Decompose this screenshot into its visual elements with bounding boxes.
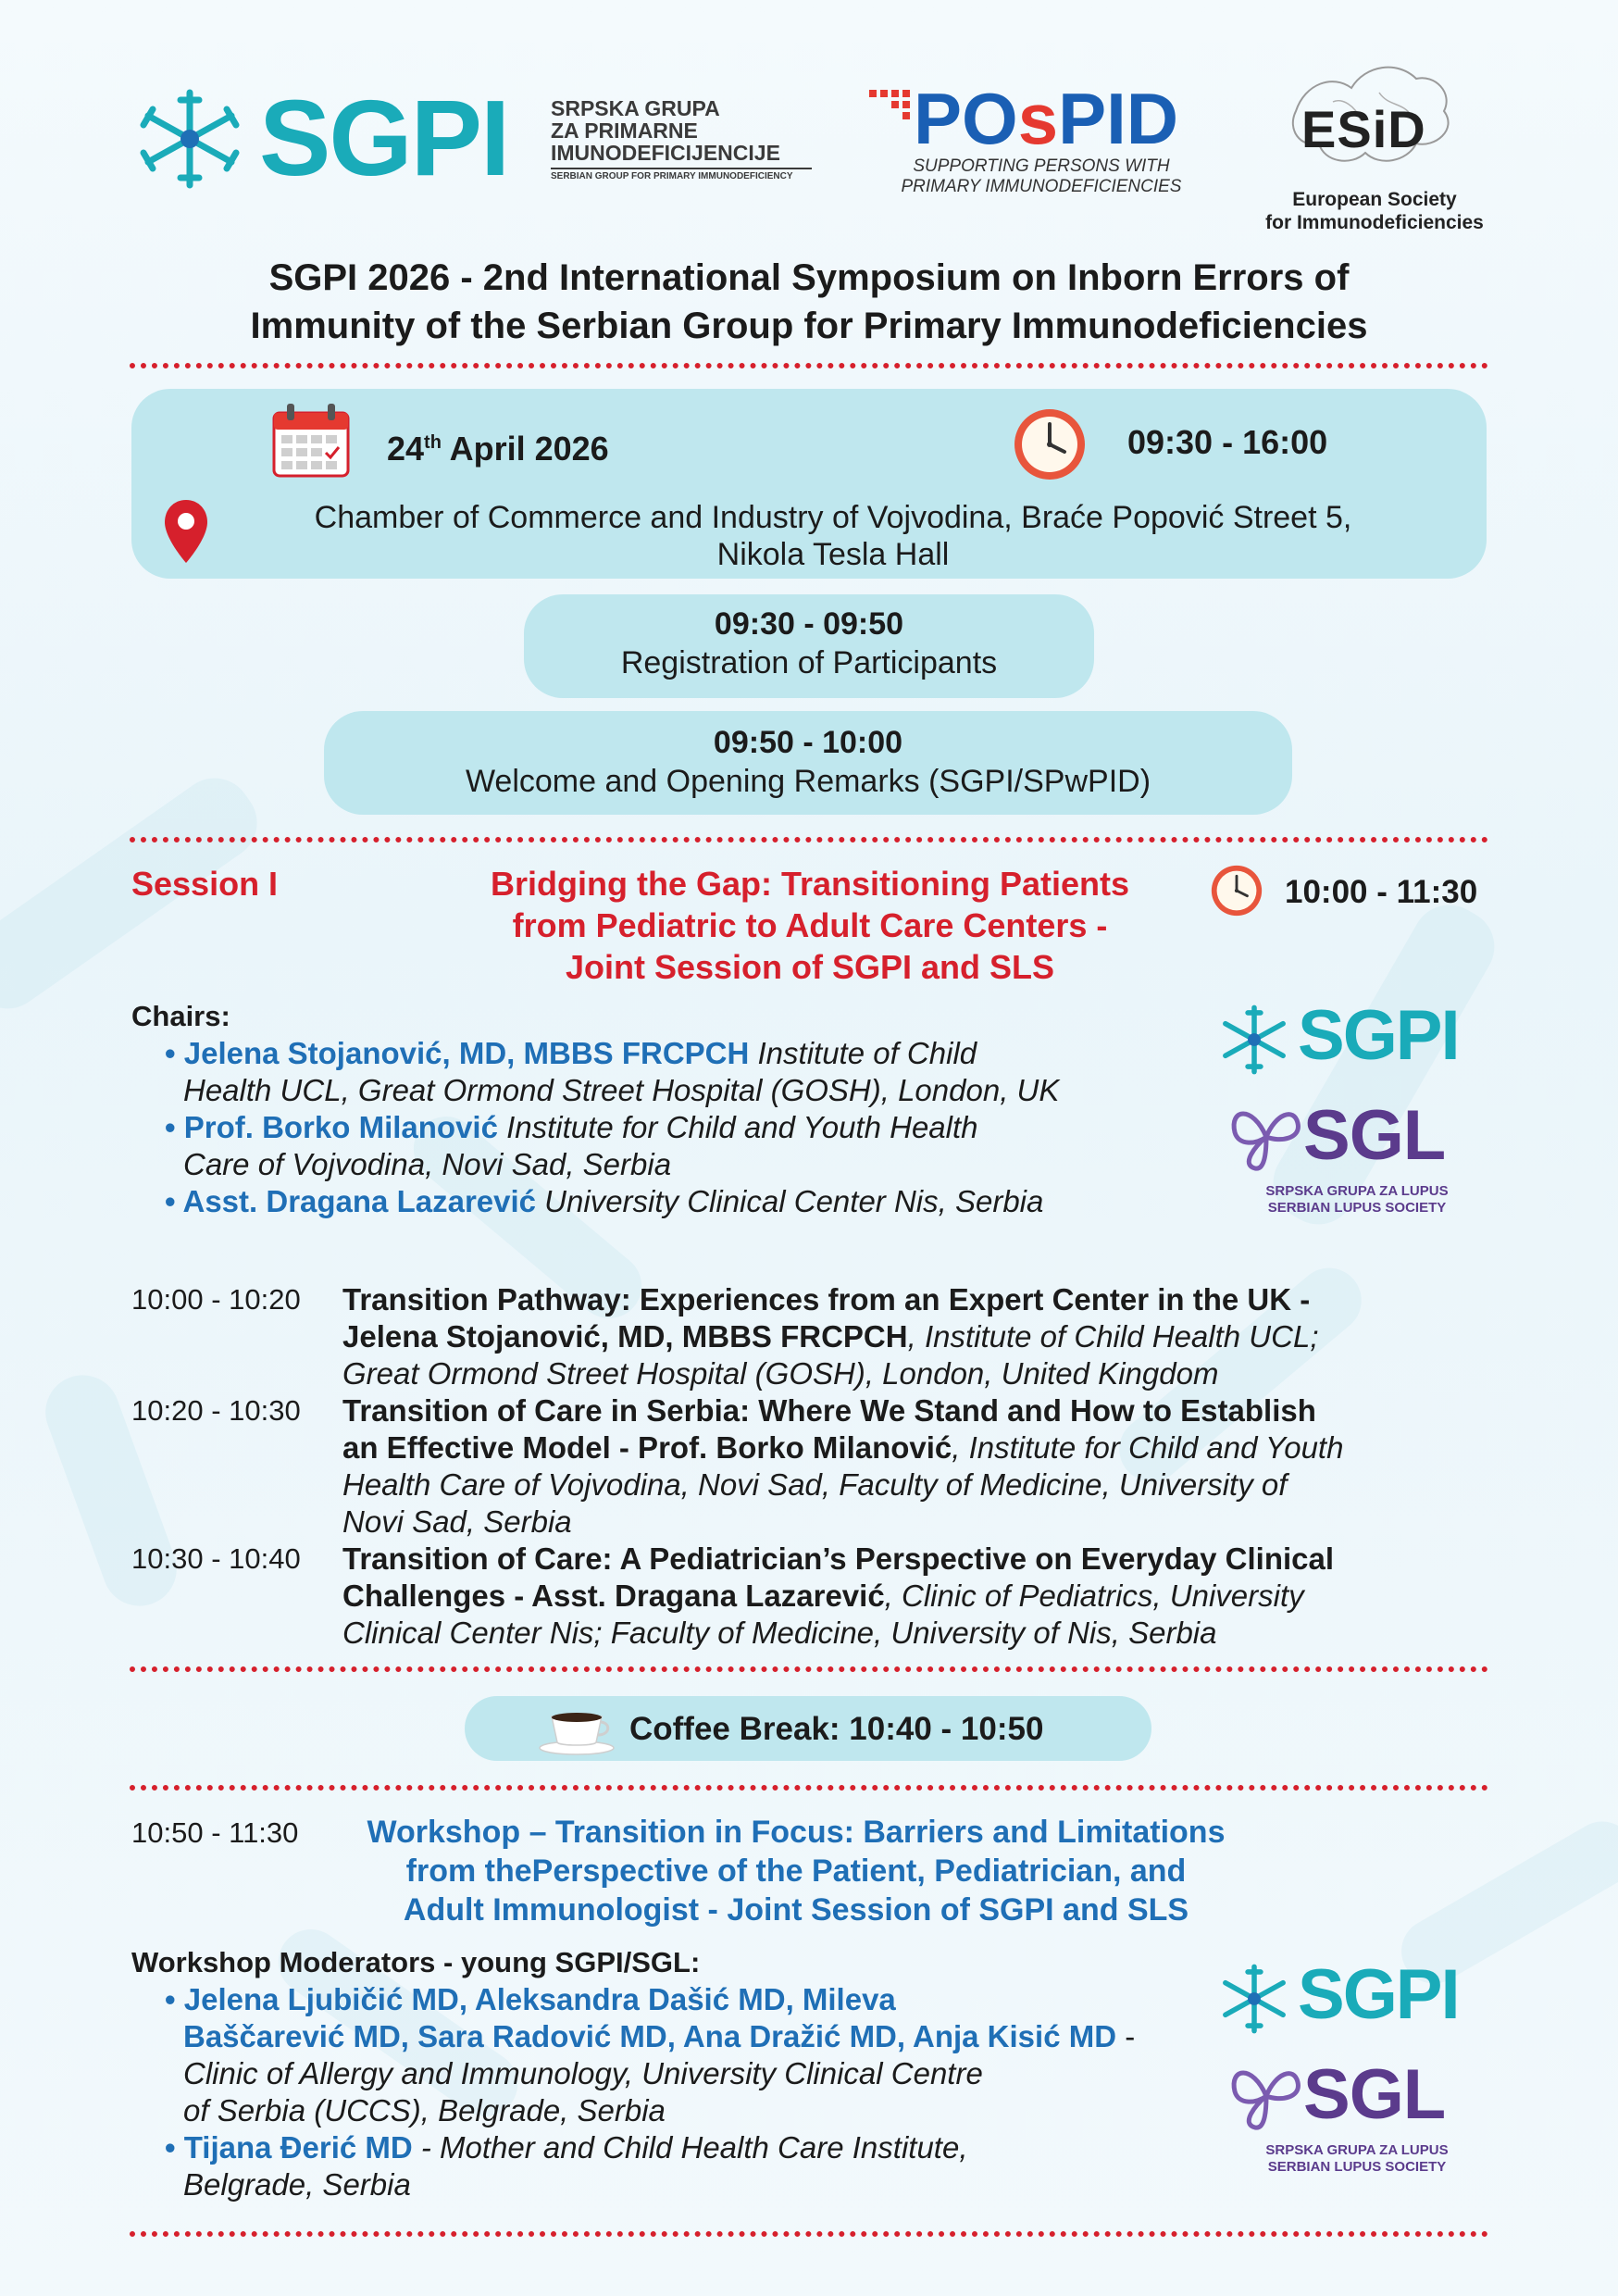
page-title-line1: SGPI 2026 - 2nd International Symposium on Inborn Errors of [268,257,1350,298]
bullet: • [165,1982,184,2016]
opening-time: 09:50 - 10:00 [713,725,903,760]
chair-affiliation-cont: Care of Vojvodina, Novi Sad, Serbia [183,1147,672,1181]
snowflake-antibody-icon [130,83,250,194]
session-title-line3: Joint Session of SGPI and SLS [565,948,1055,986]
divider-dotted [130,2231,1488,2237]
sgl-logo-sub2: SERBIAN LUPUS SOCIETY [1267,2159,1447,2175]
pospid-logo-sub1: SUPPORTING PERSONS WITH [913,156,1170,176]
coffee-break-label: Coffee Break: 10:40 - 10:50 [629,1711,1044,1747]
pospid-logo-part-pid: PID [1058,78,1179,159]
moderator-affiliation-cont: Belgrade, Serbia [183,2167,411,2202]
moderator-name: Tijana Đerić MD [183,2130,413,2165]
event-date-suffix: th [424,432,442,453]
moderator-item [165,2129,1229,2203]
divider-dotted [130,837,1488,842]
workshop-time: 10:50 - 11:30 [131,1816,299,1849]
bullet: • [165,1184,183,1218]
talk-speaker: Jelena Stojanović, MD, MBBS FRCPCH [342,1319,908,1354]
event-date-rest: April 2026 [441,430,609,468]
page-title-line2: Immunity of the Serbian Group for Primary Immunodeficiencies [250,306,1368,346]
moderator-line [165,1981,1229,2018]
moderator-affiliation-cont: of Serbia (UCCS), Belgrade, Serbia [183,2093,666,2128]
chair-item [165,1183,1192,1220]
location-pin-icon [163,498,209,565]
talk-title: Transition Pathway: Experiences from an Expert Center in the UK - [342,1282,1311,1316]
partner-logos [1209,994,1496,1226]
coffee-cup-icon [537,1702,616,1755]
divider-dotted [130,1785,1488,1791]
talk-time: 10:30 - 10:40 [131,1542,301,1575]
registration-time: 09:30 - 09:50 [714,606,904,642]
chair-affiliation-cont: Health UCL, Great Ormond Street Hospital (GOSH), London, UK [183,1073,1060,1107]
sgpi-logo-line3: IMUNODEFICIJENCIJE [551,141,780,165]
session-label: Session I [131,865,279,903]
bullet: • [165,1110,184,1144]
sgpi-logo-word: SGPI [1298,1955,1459,2034]
moderator-names-cont: Baščarević MD, Sara Radović MD, Ana Dražić MD, Anja Kisić MD [183,2019,1117,2053]
workshop-title-line3: Adult Immunologist - Joint Session of SGPI and SLS [403,1892,1189,1928]
talk-speaker-line [342,1429,1500,1466]
session-title-line2: from Pediatric to Adult Care Centers - [512,906,1108,944]
talk-speaker-line [342,1578,1500,1615]
sgpi-header-logo [130,78,815,198]
moderator-item [165,1981,1229,2129]
sgl-logo-word: SGL [1303,1096,1446,1175]
talk-item [342,1392,1500,1541]
event-time: 09:30 - 16:00 [1127,423,1328,461]
workshop-title-line1: Workshop – Transition in Focus: Barriers and Limitations [367,1815,1226,1850]
sgpi-logo-word: SGPI [1298,996,1459,1075]
moderator-dash: - [1116,2019,1136,2053]
moderator-line [165,2018,1229,2055]
pospid-header-logo [865,79,1199,199]
talk-time: 10:00 - 10:20 [131,1283,301,1316]
moderator-line [165,2129,1229,2166]
sgpi-logo-line1: SRPSKA GRUPA [551,96,720,120]
talk-affiliation: , Institute for Child and Youth [952,1430,1344,1465]
bullet: • [165,2130,184,2165]
event-location-line1: Chamber of Commerce and Industry of Vojvodina, Braće Popović Street 5, [314,500,1352,535]
sgpi-logo-tagline: SERBIAN GROUP FOR PRIMARY IMMUNODEFICIENCY [551,171,793,181]
chair-affiliation: Institute of Child [749,1036,977,1070]
talk-affiliation: , Clinic of Pediatrics, University [884,1578,1304,1613]
moderator-affiliation: Clinic of Allergy and Immunology, University Clinical Centre [183,2056,983,2090]
talk-item [342,1541,1500,1652]
chair-name: Asst. Dragana Lazarević [182,1184,537,1218]
talk-title: Transition of Care in Serbia: Where We Stand and How to Establish [342,1393,1316,1428]
moderator-names: Jelena Ljubičić MD, Aleksandra Dašić MD, Mileva [183,1982,896,2016]
workshop-title-line2: from thePerspective of the Patient, Pediatrician, and [405,1853,1187,1889]
event-date-day: 24 [387,430,425,468]
sgpi-logo-line2: ZA PRIMARNE [551,119,698,143]
talk-affiliation-cont: Clinical Center Nis; Faculty of Medicine, University of Nis, Serbia [342,1616,1217,1650]
divider-dotted [130,1666,1488,1672]
chair-affiliation: Institute for Child and Youth Health [497,1110,978,1144]
pospid-logo-part-s: s [1017,78,1059,159]
talk-time: 10:20 - 10:30 [131,1394,301,1427]
clock-icon [1209,863,1264,918]
chair-item [165,1035,1192,1109]
esid-logo-sub1: European Society [1292,189,1457,210]
clock-icon [1011,406,1089,483]
divider-dotted [130,363,1488,368]
calendar-icon [270,402,352,480]
pospid-logo-sub2: PRIMARY IMMUNODEFICIENCIES [901,177,1182,196]
chair-name: Prof. Borko Milanović [183,1110,498,1144]
sgl-logo-sub2: SERBIAN LUPUS SOCIETY [1267,1200,1447,1216]
chair-line [165,1035,1192,1072]
butterfly-icon [1229,1100,1303,1174]
snowflake-antibody-icon [1213,1000,1296,1079]
talk-affiliation: , Institute of Child Health UCL; [907,1319,1319,1354]
partner-logos [1209,1953,1496,2185]
sgl-logo-sub1: SRPSKA GRUPA ZA LUPUS [1265,1183,1449,1199]
talk-speaker: Challenges - Asst. Dragana Lazarević [342,1578,885,1613]
pospid-logo-word [914,79,1178,158]
chair-line [165,1109,1192,1146]
session-time: 10:00 - 11:30 [1285,874,1478,910]
esid-header-logo [1240,56,1509,241]
talk-speaker-line [342,1318,1500,1355]
bullet: • [165,1036,184,1070]
sgl-logo-sub1: SRPSKA GRUPA ZA LUPUS [1265,2142,1449,2158]
event-location-line2: Nikola Tesla Hall [716,537,950,572]
pospid-logo-part-po: PO [914,78,1018,159]
snowflake-antibody-icon [1213,1959,1296,2039]
talk-speaker: an Effective Model - Prof. Borko Milanović [342,1430,952,1465]
sgl-logo-word: SGL [1303,2055,1446,2134]
workshop-moderators-label: Workshop Moderators - young SGPI/SGL: [131,1946,701,1978]
opening-label: Welcome and Opening Remarks (SGPI/SPwPID) [465,764,1151,799]
esid-logo-word: ESiD [1301,100,1426,158]
chair-name: Jelena Stojanović, MD, MBBS FRCPCH [183,1036,750,1070]
chairs-label: Chairs: [131,1000,230,1032]
talk-title: Transition of Care: A Pediatrician’s Perspective on Everyday Clinical [342,1541,1335,1576]
chair-item [165,1109,1192,1183]
talk-affiliation-cont: Health Care of Vojvodina, Novi Sad, Faculty of Medicine, University of [342,1467,1288,1502]
talk-affiliation-cont: Great Ormond Street Hospital (GOSH), London, United Kingdom [342,1356,1219,1391]
sgpi-logo-rule [551,168,812,169]
sgpi-logo-word: SGPI [259,78,509,198]
butterfly-icon [1229,2059,1303,2133]
talk-item [342,1281,1500,1392]
registration-label: Registration of Participants [620,645,998,680]
chair-affiliation: University Clinical Center Nis, Serbia [536,1184,1044,1218]
esid-logo-sub2: for Immunodeficiencies [1265,212,1484,233]
dots-grid-icon [867,88,914,134]
session-title-line1: Bridging the Gap: Transitioning Patients [490,865,1130,903]
talk-affiliation-cont: Novi Sad, Serbia [342,1504,572,1539]
moderator-affiliation: - Mother and Child Health Care Institute, [412,2130,968,2165]
event-date [387,422,609,469]
chair-line [165,1183,1192,1220]
